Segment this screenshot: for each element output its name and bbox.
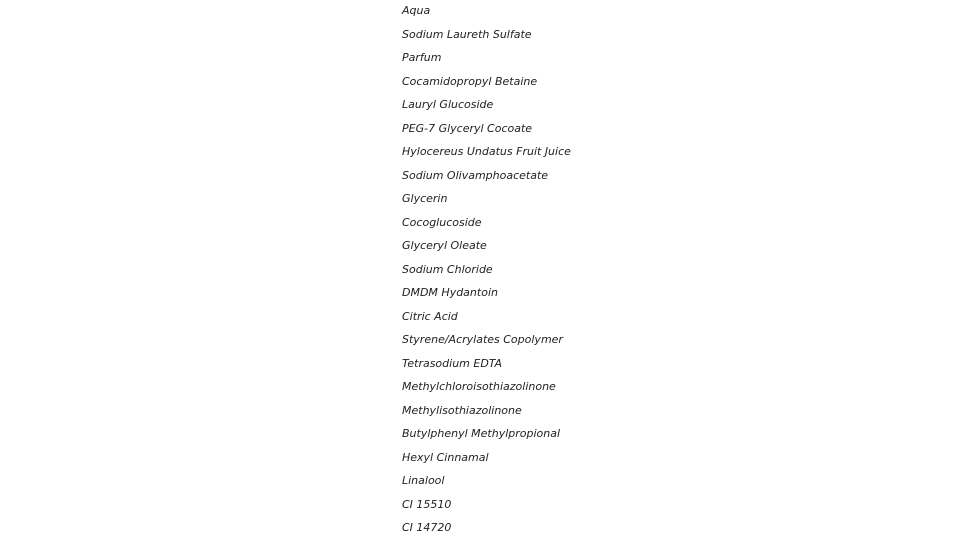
- ingredient-item: PEG-7 Glyceryl Cocoate: [402, 121, 533, 135]
- ingredient-item: Cocamidopropyl Betaine: [402, 74, 538, 88]
- ingredient-item: CI 14720: [402, 521, 452, 534]
- ingredient-item: Hylocereus Undatus Fruit Juice: [402, 145, 571, 158]
- ingredient-list: [402, 0, 571, 540]
- ingredient-item: Styrene/Acrylates Copolymer: [402, 333, 563, 346]
- ingredient-item: Methylisothiazolinone: [402, 403, 522, 417]
- ingredient-item: Aqua: [402, 4, 431, 17]
- ingredient-item: Sodium Laureth Sulfate: [402, 27, 532, 41]
- ingredient-item: Parfum: [402, 51, 442, 64]
- ingredient-item: DMDM Hydantoin: [402, 286, 498, 299]
- ingredient-item: Glycerin: [402, 192, 448, 205]
- ingredient-item: Citric Acid: [402, 309, 458, 323]
- ingredient-item: Hexyl Cinnamal: [402, 450, 489, 464]
- ingredient-item: Glyceryl Oleate: [402, 239, 487, 252]
- ingredient-item: Butylphenyl Methylpropional: [402, 427, 561, 440]
- ingredient-item: Lauryl Glucoside: [402, 98, 494, 111]
- ingredient-item: CI 15510: [402, 497, 452, 511]
- ingredient-item: Sodium Olivamphoacetate: [402, 168, 549, 182]
- ingredient-item: Sodium Chloride: [402, 262, 493, 276]
- ingredient-item: Tetrasodium EDTA: [402, 356, 503, 370]
- ingredient-item: Cocoglucoside: [402, 215, 482, 229]
- ingredient-item: Methylchloroisothiazolinone: [402, 380, 556, 393]
- ingredient-item: Linalool: [402, 474, 445, 487]
